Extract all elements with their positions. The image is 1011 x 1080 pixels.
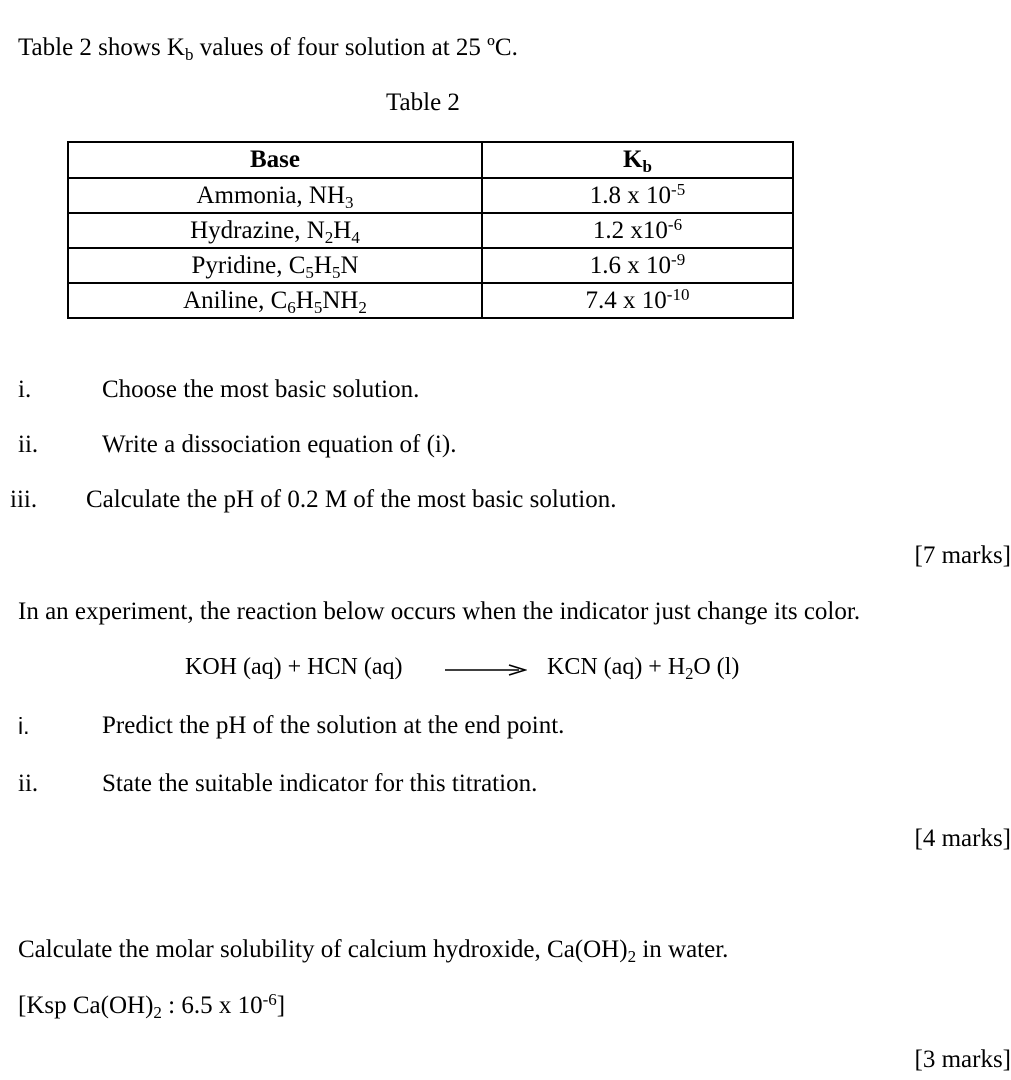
table-row (68, 213, 793, 248)
experiment-intro: In an experiment, the reaction below occurs when the indicator just change its color. (18, 598, 861, 625)
kb-cell: 7.4 x $10^{-10}$ (482, 283, 793, 318)
marks-label: [3 marks] (914, 1046, 1011, 1073)
question-text: Write a dissociation equation of (i). (102, 431, 457, 458)
table-row (68, 283, 793, 318)
table-header-row (68, 142, 793, 178)
question-number: i. (18, 376, 32, 403)
solubility-question: Calculate the molar solubility of calcium hydroxide, $Ca(OH)_2$ in water. (18, 936, 729, 967)
base-cell: Ammonia, $NH_3$ (68, 178, 482, 213)
kb-cell: 1.8 x $10^{-5}$ (482, 178, 793, 213)
question-number: iii. (10, 486, 38, 513)
marks-label: [4 marks] (914, 825, 1011, 852)
table-row (68, 178, 793, 213)
base-cell: Pyridine, $C_5H_5N$ (68, 248, 482, 283)
question-number: ii. (18, 431, 39, 458)
question-number: ii. (18, 770, 39, 797)
question-text: Predict the pH of the solution at the end point. (102, 712, 565, 739)
question-text: State the suitable indicator for this titration. (102, 770, 538, 797)
kb-cell: 1.2 $x10^{-6}$ (482, 213, 793, 248)
table-intro: Table 2 shows $K_b$ values of four solution at 25 ºC. (18, 34, 518, 65)
kb-table (67, 141, 794, 319)
question-text: Calculate the pH of 0.2 M of the most basic solution. (86, 486, 617, 513)
reaction-reactants: KOH (aq) + HCN (aq) (185, 654, 403, 680)
ksp-value: [Ksp $Ca(OH)_2$ : 6.5 x $10^{-6}$] (18, 990, 286, 1023)
table-caption: Table 2 (386, 89, 460, 116)
reaction-products: KCN $(aq) + H_2O$ (l) (547, 654, 740, 683)
header-kb: $K_b$ (482, 142, 793, 178)
base-cell: Hydrazine, $N_2H_4$ (68, 213, 482, 248)
header-base: Base (68, 142, 482, 178)
question-text: Choose the most basic solution. (102, 376, 420, 403)
reaction-arrow-icon (445, 664, 527, 676)
kb-cell: 1.6 x $10^{-9}$ (482, 248, 793, 283)
marks-label: [7 marks] (914, 542, 1011, 569)
question-number: i. (18, 713, 30, 739)
table-row (68, 248, 793, 283)
base-cell: Aniline, $C_6H_5NH_2$ (68, 283, 482, 318)
